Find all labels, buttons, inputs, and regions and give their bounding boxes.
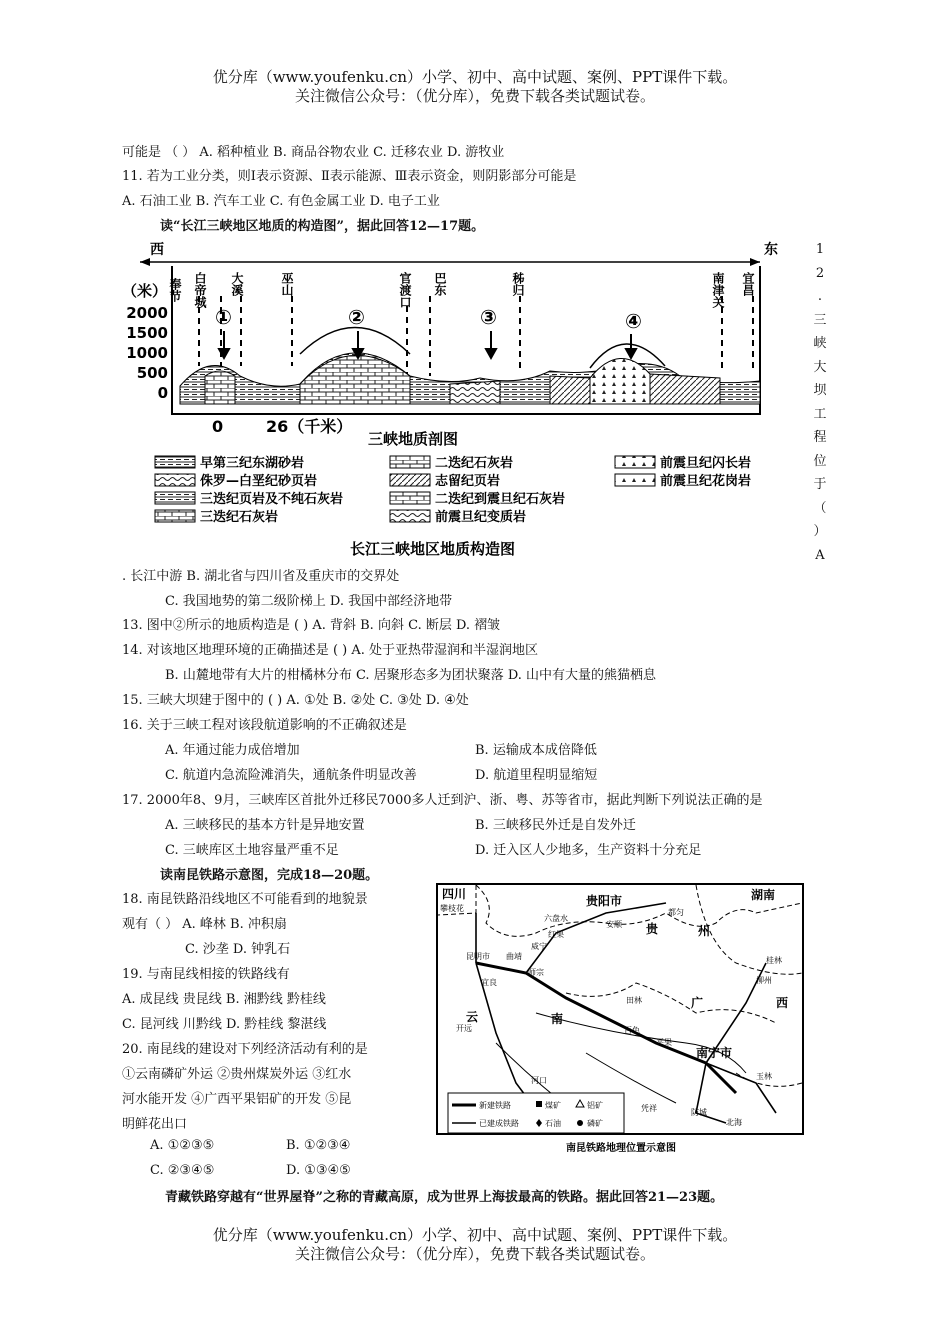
question-17-option-c: C. 三峡库区土地容量严重不足 (165, 843, 339, 858)
question-11: 11. 若为工业分类，则Ⅰ表示资源、Ⅱ表示能源、Ⅲ表示资金，则阴影部分可能是 (122, 169, 577, 184)
question-20: 20. 南昆线的建设对下列经济活动有利的是 (122, 1042, 368, 1057)
question-17-option-d: D. 迁入区人少地多，生产资料十分充足 (475, 843, 702, 858)
question-16-option-b: B. 运输成本成倍降低 (475, 743, 597, 758)
y-tick-0: 0 (157, 384, 168, 402)
x-scale-0: 0 (212, 417, 224, 436)
legend-6: 二迭纪到震旦纪石灰岩 (435, 492, 566, 507)
city-label: 百色 (624, 1026, 640, 1035)
y-tick-1000: 1000 (126, 344, 168, 362)
legend-existing-railway: 已建成铁路 (479, 1119, 519, 1128)
legend-9: 前震旦纪花岗岩 (660, 474, 752, 489)
question-19-options-a-b: A. 成昆线 贵昆线 B. 湘黔线 黔桂线 (122, 992, 326, 1007)
question-18: 18. 南昆铁路沿线地区不可能看到的地貌景 (122, 892, 368, 907)
place-baidicheng: 白帝城 (193, 272, 207, 308)
place-wushan: 巫山 (280, 272, 294, 296)
y-tick-1500: 1500 (126, 324, 168, 342)
place-fengjie: 奉节 (168, 278, 182, 302)
question-16: 16. 关于三峡工程对该段航道影响的不正确叙述是 (122, 718, 407, 733)
west-label: 西 (150, 242, 164, 258)
question-16-option-c: C. 航道内急流险滩消失，通航条件明显改善 (165, 768, 417, 783)
east-label: 东 (764, 242, 778, 258)
legend-phosphate: 磷矿 (587, 1119, 603, 1128)
figure-caption: 长江三峡地区地质构造图 (350, 540, 516, 558)
question-18-options-c-d: C. 沙垄 D. 钟乳石 (185, 942, 291, 957)
city-label: 宜良 (481, 978, 497, 987)
geology-figure (120, 236, 810, 558)
city-label: 柳州 (756, 976, 772, 985)
header-line-2: 关注微信公众号：（优分库），免费下载各类试题试卷。 (294, 87, 655, 105)
province-nan: 南 (551, 1012, 564, 1026)
section-intro-21-23: 青藏铁路穿越有“世界屋脊”之称的青藏高原，成为世界上海拔最高的铁路。据此回答21—23题。 (165, 1190, 724, 1205)
province-guang: 广 (691, 996, 704, 1010)
footer-line-1: 优分库（www.youfenku.cn）小学、初中、高中试题、案例、PPT课件下载。 (212, 1226, 738, 1244)
city-label: 桂林 (766, 956, 782, 965)
city-label: 都匀 (668, 908, 684, 917)
legend-oil: 石油 (545, 1119, 561, 1128)
question-19: 19. 与南昆线相接的铁路线有 (122, 967, 290, 982)
map-caption: 南昆铁路地理位置示意图 (566, 1143, 676, 1154)
legend-3: 三迭纪石灰岩 (200, 510, 279, 525)
question-13: 13. 图中②所示的地质构造是 ( ) A. 背斜 B. 向斜 C. 断层 D. 褶皱 (122, 618, 501, 633)
question-12-options-c-d: C. 我国地势的第二级阶梯上 D. 我国中部经济地带 (165, 594, 453, 609)
place-guandukou: 官渡口 (398, 272, 412, 308)
question-20-option-c: C. ②③④⑤ (150, 1163, 215, 1178)
province-xi: 西 (776, 996, 789, 1010)
place-yichang: 宜昌 (741, 272, 755, 296)
marker-3: ③ (480, 305, 497, 329)
question-20-option-b: B. ①②③④ (286, 1138, 351, 1153)
question-18-options-a-b: 观有（ ） A. 峰林 B. 冲积扇 (122, 917, 287, 932)
east-arrowhead-icon (750, 258, 760, 266)
question-11-options: A. 石油工业 B. 汽车工业 C. 有色金属工业 D. 电子工业 (122, 194, 440, 209)
city-label: 六盘水 (544, 914, 568, 923)
question-19-options-c-d: C. 昆河线 川黔线 D. 黔桂线 黎湛线 (122, 1017, 327, 1032)
city-nanning: 南宁市 (696, 1046, 733, 1060)
legend-0: 早第三纪东湖砂岩 (200, 456, 305, 471)
city-label: 凭祥 (641, 1104, 657, 1113)
legend-7: 前震旦纪变质岩 (435, 510, 527, 525)
marker-4: ④ (625, 309, 642, 333)
x-scale-26: 26（千米） (266, 417, 353, 436)
legend-8: 前震旦纪闪长岩 (660, 456, 752, 471)
question-10-options: 可能是 （ ） A. 稻种植业 B. 商品谷物农业 C. 迁移农业 D. 游牧业 (122, 145, 505, 160)
question-20-items-1: ①云南磷矿外运 ②贵州煤炭外运 ③红水 (122, 1067, 352, 1082)
city-label: 北海 (726, 1118, 742, 1127)
legend-1: 侏罗—白垩纪砂页岩 (200, 474, 318, 489)
y-axis-unit: （米） (122, 282, 168, 300)
section-intro-12-17: 读“长江三峡地区地质的构造图”，据此回答12—17题。 (160, 219, 485, 234)
question-17-option-b: B. 三峡移民外迁是自发外迁 (475, 818, 636, 833)
footer-line-2: 关注微信公众号：（优分库），免费下载各类试题试卷。 (294, 1245, 655, 1263)
question-16-option-a: A. 年通过能力成倍增加 (165, 743, 300, 758)
marker-1: ① (215, 305, 232, 329)
city-guiyang: 贵阳市 (586, 894, 623, 908)
legend-new-railway: 新建铁路 (479, 1101, 511, 1110)
city-label: 开远 (456, 1024, 472, 1033)
city-label: 红果 (548, 930, 564, 939)
question-17: 17. 2000年8、9月，三峡库区首批外迁移民7000多人迁到沪、浙、粤、苏等省市，据此判断下列说法正确的是 (122, 793, 763, 808)
place-badong: 巴东 (433, 272, 447, 296)
question-12-options-a-b: . 长江中游 B. 湖北省与四川省及重庆市的交界处 (122, 569, 400, 584)
west-arrowhead-icon (140, 258, 150, 266)
question-14: 14. 对该地区地理环境的正确描述是 ( ) A. 处于亚热带湿润和半湿润地区 (122, 643, 539, 658)
place-daxi: 大溪 (230, 272, 244, 296)
section-title: 三峡地质剖图 (368, 430, 459, 448)
question-14-options: B. 山麓地带有大片的柑橘林分布 C. 居聚形态多为团状聚落 D. 山中有大量的熊猫栖息 (165, 668, 657, 683)
city-label: 威宁 (531, 942, 547, 951)
coal-icon (536, 1101, 542, 1107)
place-zigui: 秭归 (511, 272, 525, 296)
marker-2: ② (348, 305, 365, 329)
question-20-option-d: D. ①③④⑤ (286, 1163, 351, 1178)
legend-4: 二迭纪石灰岩 (435, 456, 514, 471)
province-yun: 云 (466, 1010, 479, 1024)
section-intro-18-20: 读南昆铁路示意图，完成18—20题。 (160, 868, 379, 883)
city-label: 安顺 (606, 920, 622, 929)
question-16-option-d: D. 航道里程明显缩短 (475, 768, 598, 783)
city-label: 田林 (626, 996, 642, 1005)
city-label: 玉林 (756, 1072, 772, 1081)
question-12-vertical: 1 2 . 三 峡 大 坝 工 程 位 于 （ ） A (813, 242, 827, 563)
phosphate-icon (577, 1120, 583, 1126)
city-label: 平果 (656, 1038, 672, 1047)
y-tick-500: 500 (136, 364, 168, 382)
legend-5: 志留纪页岩 (435, 474, 501, 489)
province-zhou: 州 (698, 924, 711, 938)
question-17-option-a: A. 三峡移民的基本方针是异地安置 (165, 818, 365, 833)
city-label: 师宗 (528, 968, 544, 977)
province-hunan: 湖南 (751, 888, 776, 902)
question-15: 15. 三峡大坝建于图中的 ( ) A. ①处 B. ②处 C. ③处 D. ④处 (122, 693, 469, 708)
header-line-1: 优分库（www.youfenku.cn）小学、初中、高中试题、案例、PPT课件下载。 (212, 68, 738, 86)
legend-coal: 煤矿 (545, 1101, 561, 1110)
province-gui: 贵 (646, 922, 659, 936)
place-nanjinguan: 南津关 (711, 272, 725, 308)
city-label: 昆明市 (466, 952, 490, 961)
city-label: 攀枝花 (440, 904, 464, 913)
city-label: 曲靖 (506, 952, 522, 961)
legend-aluminum: 铝矿 (587, 1101, 603, 1110)
question-20-items-2: 河水能开发 ④广西平果铝矿的开发 ⑤昆 (122, 1092, 352, 1107)
question-20-items-3: 明鲜花出口 (122, 1117, 188, 1132)
city-label: 防城 (691, 1108, 707, 1117)
province-sichuan: 四川 (442, 887, 467, 901)
legend-2: 三迭纪页岩及不纯石灰岩 (200, 492, 344, 507)
question-20-option-a: A. ①②③⑤ (150, 1138, 215, 1153)
city-label: 河口 (531, 1076, 547, 1085)
y-tick-2000: 2000 (126, 304, 168, 322)
railway-map (436, 883, 804, 1157)
